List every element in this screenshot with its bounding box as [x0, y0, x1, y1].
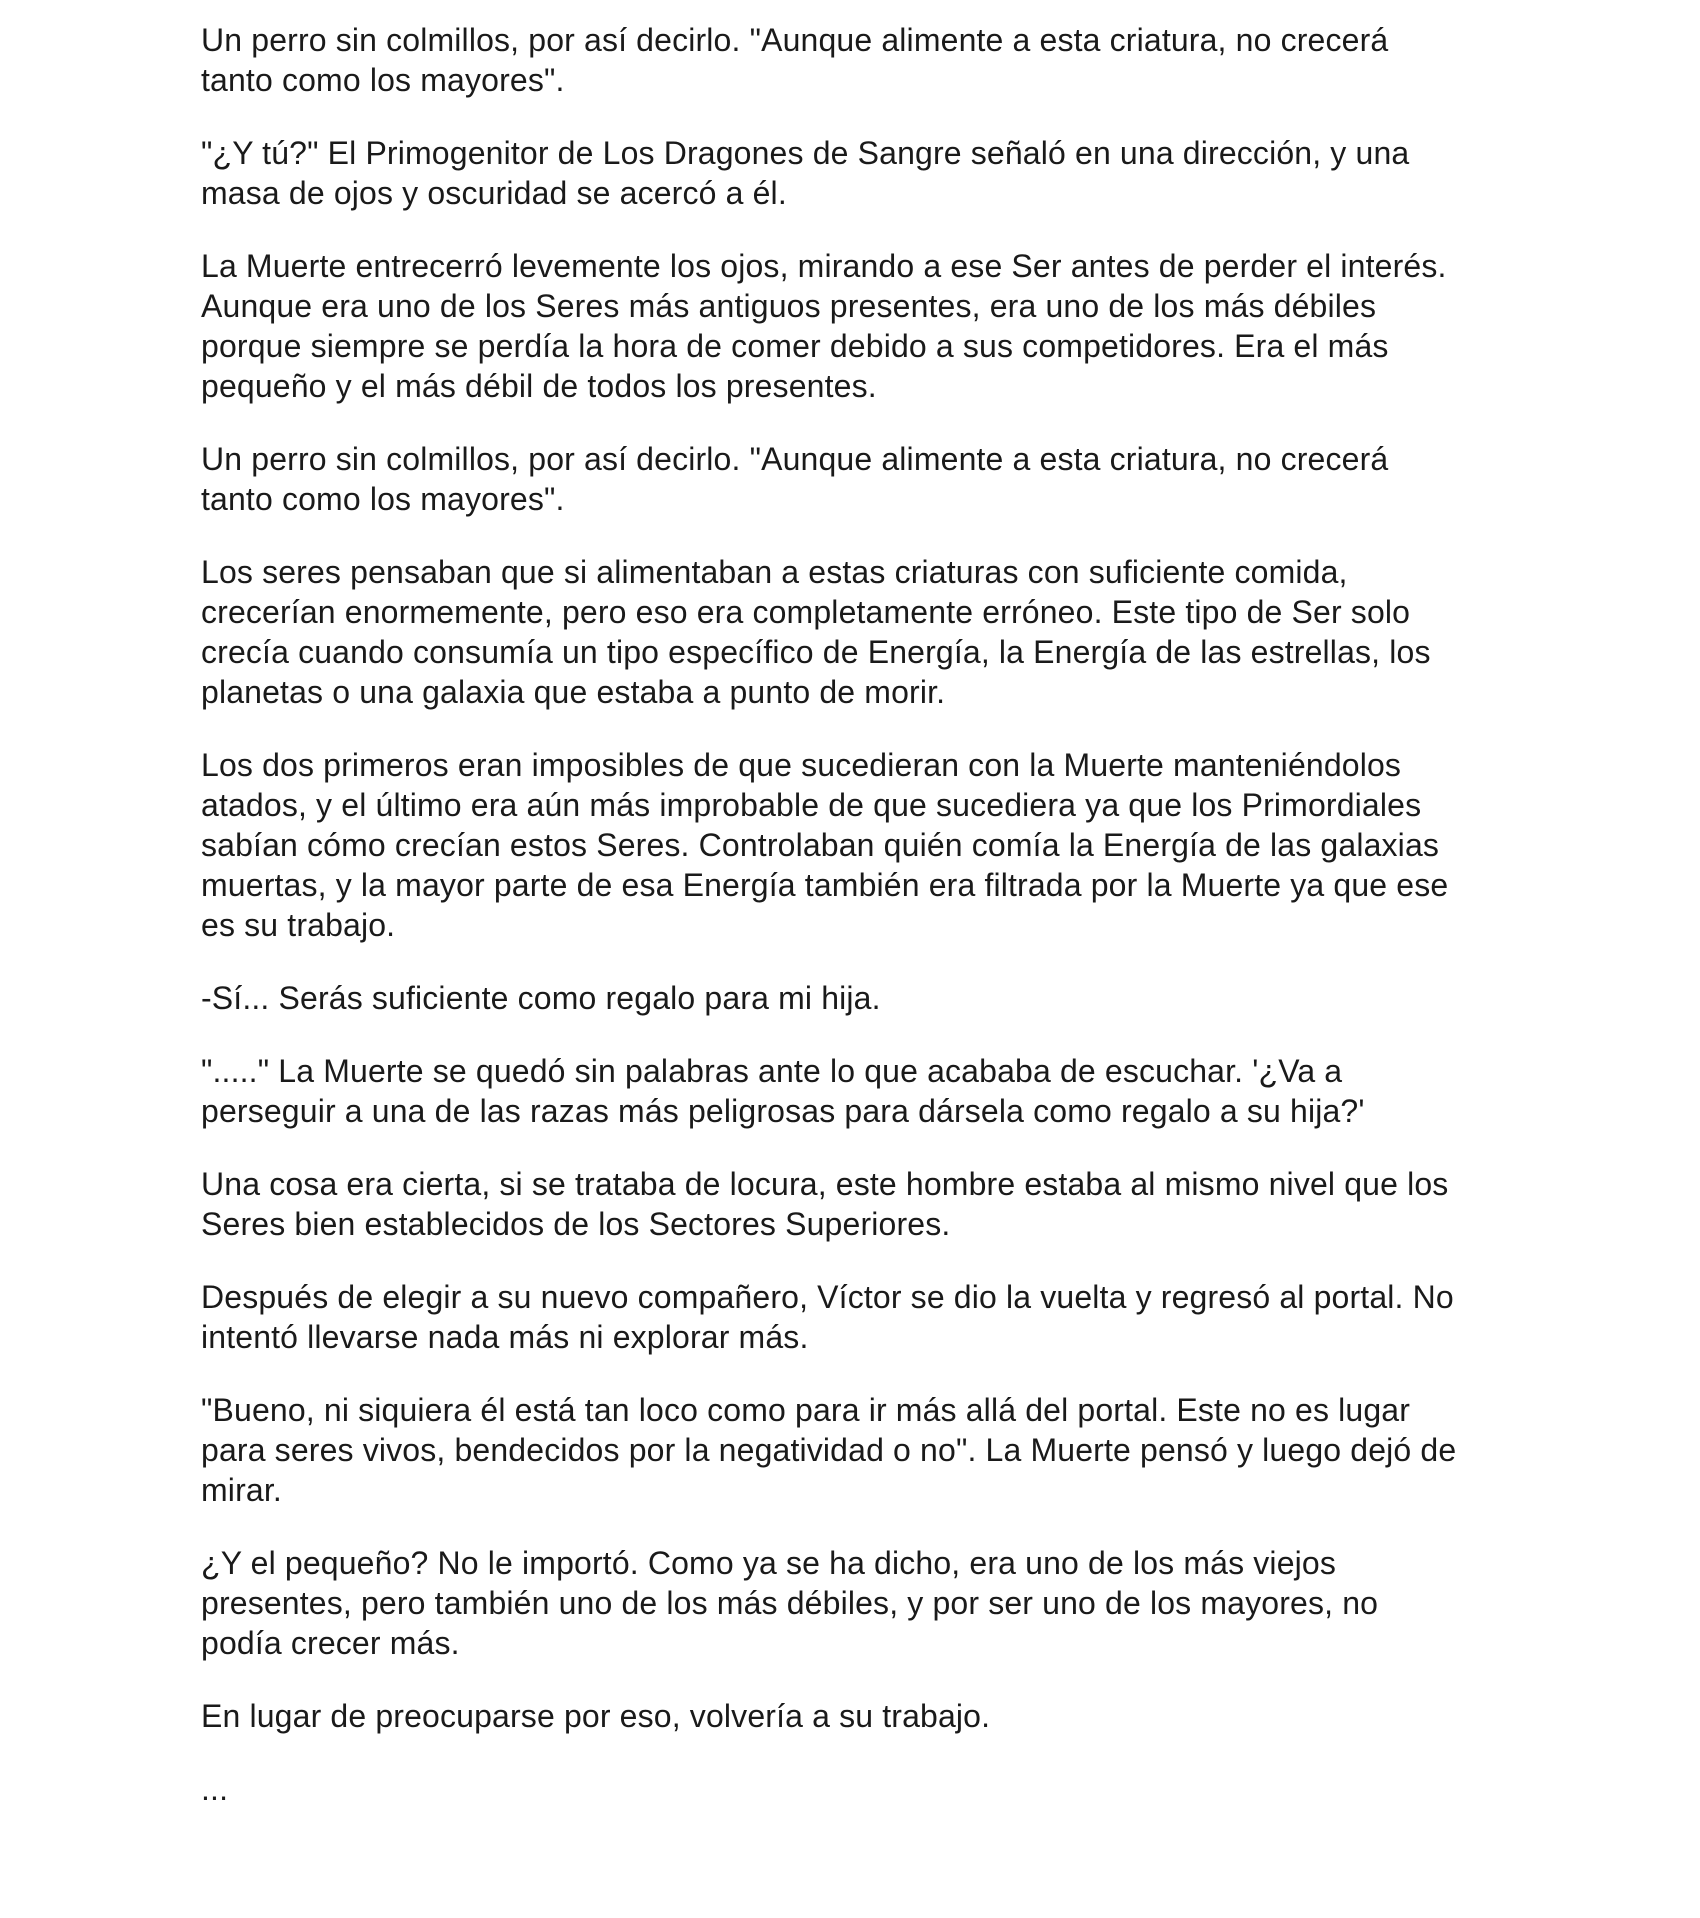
paragraph-13: En lugar de preocuparse por eso, volvería a su trabajo.	[201, 1698, 991, 1734]
paragraph-12: ¿Y el pequeño? No le importó. Como ya se ha dicho, era uno de los más viejos presentes, pero también uno de los más débiles, y por ser uno de los mayores, no podía crecer más.	[201, 1545, 1379, 1661]
paragraph-4: Un perro sin colmillos, por así decirlo. "Aunque alimente a esta criatura, no crecerá tanto como los mayores".	[201, 441, 1389, 517]
paragraph-10: Después de elegir a su nuevo compañero, Víctor se dio la vuelta y regresó al portal. No intentó llevarse nada más ni explorar más.	[201, 1279, 1454, 1355]
document-body	[201, 20, 1531, 1842]
paragraph-8: "....." La Muerte se quedó sin palabras ante lo que acababa de escuchar. '¿Va a perseguir a una de las razas más peligrosas para dársela como regalo a su hija?'	[201, 1053, 1365, 1129]
paragraph-9: Una cosa era cierta, si se trataba de locura, este hombre estaba al mismo nivel que los Seres bien establecidos de los Sectores Superiores.	[201, 1166, 1449, 1242]
paragraph-11: "Bueno, ni siquiera él está tan loco como para ir más allá del portal. Este no es lugar para seres vivos, bendecidos por la negatividad o no". La Muerte pensó y luego dejó de mirar.	[201, 1392, 1457, 1508]
paragraph-5: Los seres pensaban que si alimentaban a estas criaturas con suficiente comida, crecerían enormemente, pero eso era completamente erróneo. Este tipo de Ser solo crecía cuando consumía un tipo específico de Energía, la Energía de las estrellas, los planetas o una galaxia que estaba a punto de morir.	[201, 554, 1431, 710]
paragraph-3: La Muerte entrecerró levemente los ojos, mirando a ese Ser antes de perder el interés. Aunque era uno de los Seres más antiguos presentes, era uno de los más débiles porque siempre se perdía la hora de comer debido a sus competidores. Era el más pequeño y el más débil de todos los presentes.	[201, 248, 1447, 404]
paragraph-1: Un perro sin colmillos, por así decirlo. "Aunque alimente a esta criatura, no crecerá tanto como los mayores".	[201, 22, 1389, 98]
paragraph-7: -Sí... Serás suficiente como regalo para mi hija.	[201, 980, 881, 1016]
paragraph-2: "¿Y tú?" El Primogenitor de Los Dragones de Sangre señaló en una dirección, y una masa de ojos y oscuridad se acercó a él.	[201, 135, 1410, 211]
paragraph-14: ...	[201, 1771, 229, 1807]
paragraph-6: Los dos primeros eran imposibles de que sucedieran con la Muerte manteniéndolos atados, y el último era aún más improbable de que sucediera ya que los Primordiales sabían cómo crecían estos Seres. Controlaban quién comía la Energía de las galaxias muertas, y la mayor parte de esa Energía también era filtrada por la Muerte ya que ese es su trabajo.	[201, 747, 1449, 943]
